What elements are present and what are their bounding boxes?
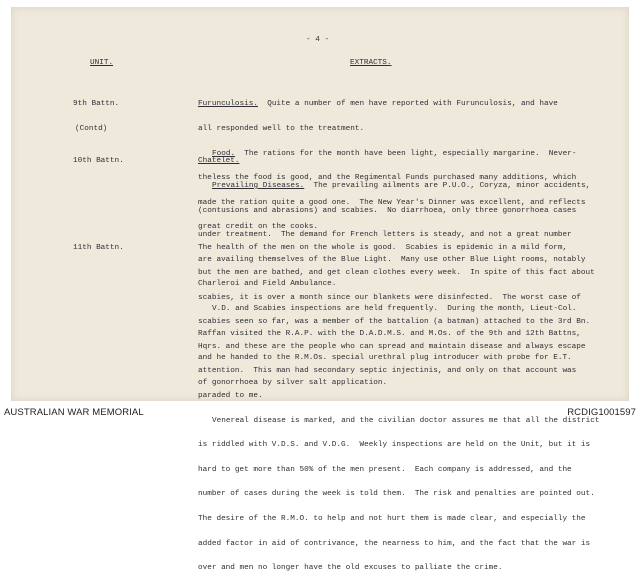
unit-label: 11th Battn. [73, 244, 124, 253]
extract-line: all responded well to the treatment. [198, 125, 365, 133]
extract-line: but the men are bathed, and get clean clothes every week. In spite of this fact about [198, 269, 595, 277]
extract-line: and he handed to the R.M.Os. special urethral plug introducer with probe for E.T. [198, 354, 572, 363]
column-header-unit: UNIT. [90, 59, 114, 67]
extract-line: number of cases during the week is told them. The risk and penalties are pointed out. [198, 490, 595, 499]
extract-text: The prevailing ailments are P.U.O., Coryza, minor accidents, [304, 182, 591, 190]
unit-11th-battn [73, 228, 124, 261]
extract-line: hard to get more than 50% of the men present. Each company is addressed, and the [198, 465, 572, 474]
extract-line: Hqrs. and these are the people who can spread and maintain disease and always escape [198, 342, 586, 351]
extract-line [198, 100, 586, 108]
extract-line: Venereal disease is marked, and the civilian doctor assures me that all the district [212, 416, 600, 425]
extract-line: The desire of the R.M.O. to help and not hurt them is made clear, and especially the [198, 514, 586, 523]
unit-9th-battn [73, 84, 119, 141]
extract-line: scabies, it is over a month since our blankets were disinfected. The worst case of [198, 293, 581, 302]
extract-text: Quite a number of men have reported with Furunculosis, and have [257, 100, 558, 109]
unit-label: 9th Battn. [73, 100, 120, 109]
extract-line: Charleroi and Field Ambulance. [198, 280, 337, 289]
unit-label: 10th Battn. [73, 157, 124, 166]
extract-text: The rations for the month have been light, especially margarine. Never- [235, 149, 577, 158]
extract-line: theless the food is good, and the Regimental Funds purchased many additions, which [198, 174, 577, 183]
extract-11th-battn [198, 228, 600, 581]
extract-line: paraded to me. [198, 391, 263, 400]
extract-line: V.D. and Scabies inspections are held frequently. During the month, Lieut-Col. [212, 304, 577, 313]
extract-line: added factor in aid of contrivance, the nearness to him, and the fact that the war is [198, 539, 591, 548]
subheading-chatelet: Chatelet. [198, 157, 240, 166]
extract-line: under treatment. The demand for French letters is steady, and not a great number [198, 231, 572, 240]
footer-record-id: RCDIG1001597 [567, 407, 636, 418]
extract-line: are availing themselves of the Blue Light. Many use other Blue Light rooms, notably [198, 255, 586, 264]
page-number: - 4 - [306, 36, 330, 44]
extract-line: of gonorrhoea by silver salt application. [198, 378, 388, 387]
extract-line [198, 182, 590, 190]
subheading-food: Food. [212, 149, 236, 158]
extract-line: made the ration quite a good one. The New Year's Dinner was excellent, and reflects [198, 198, 586, 207]
footer-institution: AUSTRALIAN WAR MEMORIAL [4, 407, 144, 418]
extract-line: Raffan visited the R.A.P. with the D.A.D.M.S. and M.Os. of the 9th and 12th Battns, [198, 329, 581, 338]
subheading-furunculosis: Furunculosis. [198, 100, 258, 109]
unit-label-contd: (Contd) [75, 125, 108, 133]
extract-line: over and men no longer have the old excuses to palliate the crime. [198, 564, 503, 573]
extract-line: great credit on the cooks. [198, 223, 318, 232]
unit-10th-battn [73, 141, 124, 174]
extract-line [198, 157, 590, 165]
extract-line: (contusions and abrasions) and scabies. No diarrhoea, only three gonorrhoea cases [198, 206, 577, 215]
extract-line: The health of the men on the whole is good. Scabies is epidemic in a mild form, [198, 244, 568, 253]
extract-line: scabies seen so far, was a member of the battalion (a batman) attached to the 3rd Bn. [198, 318, 591, 327]
extract-line: is riddled with V.D.S. and V.D.G. Weekly inspections are held on the Unit, but it is [198, 441, 591, 450]
extract-line: attention. This man had secondary septic injectinis, and only on that account was [198, 367, 577, 376]
column-header-extracts: EXTRACTS. [350, 59, 392, 67]
subheading-prevailing-diseases: Prevailing Diseases. [212, 182, 305, 190]
